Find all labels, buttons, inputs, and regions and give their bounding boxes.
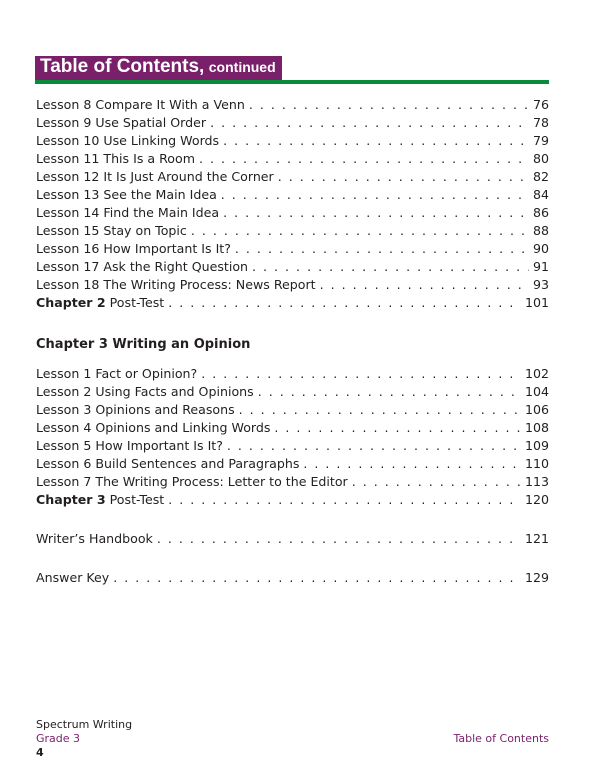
- toc-entry-page: 93: [532, 277, 549, 292]
- toc-entry-answer-key[interactable]: [36, 570, 549, 588]
- posttest-label: Post-Test: [105, 295, 165, 310]
- toc-entry-page: 120: [524, 492, 549, 507]
- page-title: [35, 56, 282, 80]
- title-main: Table of Contents,: [40, 56, 205, 77]
- toc-entry[interactable]: [36, 259, 549, 277]
- toc-entry-label: Lesson 18 The Writing Process: News Report: [36, 277, 316, 292]
- toc-entry-page: 108: [524, 420, 549, 435]
- posttest-label: Post-Test: [105, 492, 165, 507]
- toc-entry-page: 102: [524, 366, 549, 381]
- toc-entry-page: 90: [532, 241, 549, 256]
- toc-entry-page: 84: [532, 187, 549, 202]
- toc-entry[interactable]: [36, 97, 549, 115]
- dot-leader: [303, 456, 521, 471]
- toc-entry[interactable]: [36, 187, 549, 205]
- dot-leader: [258, 384, 521, 399]
- toc-entry-page: 104: [524, 384, 549, 399]
- toc-entry[interactable]: [36, 456, 549, 474]
- toc-entry-page: 121: [524, 531, 549, 546]
- footer-grade: Grade 3: [36, 732, 81, 745]
- chapter-label: Chapter 2: [36, 295, 106, 310]
- dot-leader: [210, 115, 529, 130]
- toc-entry-page: 113: [524, 474, 549, 489]
- title-rule: [35, 80, 549, 84]
- toc-entry-page: 129: [524, 570, 549, 585]
- title-banner: [35, 56, 282, 80]
- dot-leader: [168, 492, 521, 507]
- dot-leader: [157, 531, 521, 546]
- toc-entry-page: 80: [532, 151, 549, 166]
- dot-leader: [221, 187, 529, 202]
- toc-handbook: [36, 531, 549, 549]
- dot-leader: [199, 151, 529, 166]
- toc-entry-page: 86: [532, 205, 549, 220]
- toc-entry-page: 101: [524, 295, 549, 310]
- footer-brand: Spectrum Writing: [36, 718, 133, 731]
- chapter-label: Chapter 3: [36, 492, 106, 507]
- toc-entry-page: 78: [532, 115, 549, 130]
- toc-entry-page: 109: [524, 438, 549, 453]
- toc-entry-label: [36, 295, 164, 310]
- toc-entry-label: Lesson 5 How Important Is It?: [36, 438, 223, 453]
- dot-leader: [352, 474, 521, 489]
- toc-answer-key: [36, 570, 549, 588]
- title-continued: continued: [208, 59, 276, 75]
- toc-entry[interactable]: [36, 223, 549, 241]
- toc-entry-label: Lesson 1 Fact or Opinion?: [36, 366, 198, 381]
- toc-entry-label: Lesson 3 Opinions and Reasons: [36, 402, 235, 417]
- dot-leader: [249, 97, 529, 112]
- toc-entry[interactable]: [36, 169, 549, 187]
- toc-entry-label: Lesson 12 It Is Just Around the Corner: [36, 169, 274, 184]
- dot-leader: [223, 133, 529, 148]
- toc-entry-label: Lesson 17 Ask the Right Question: [36, 259, 249, 274]
- dot-leader: [227, 438, 521, 453]
- dot-leader: [239, 402, 521, 417]
- toc-entry-label: Lesson 14 Find the Main Idea: [36, 205, 220, 220]
- toc-entry-label: Lesson 4 Opinions and Linking Words: [36, 420, 271, 435]
- toc-entry-page: 110: [524, 456, 549, 471]
- toc-section-1: [36, 97, 549, 313]
- toc-entry-label: Writer’s Handbook: [36, 531, 153, 546]
- toc-entry[interactable]: [36, 384, 549, 402]
- toc-entry-label: Lesson 9 Use Spatial Order: [36, 115, 207, 130]
- toc-entry[interactable]: [36, 420, 549, 438]
- toc-entry-label: Lesson 7 The Writing Process: Letter to the Editor: [36, 474, 348, 489]
- toc-entry[interactable]: [36, 241, 549, 259]
- toc-entry-handbook[interactable]: [36, 531, 549, 549]
- dot-leader: [278, 169, 529, 184]
- toc-entry[interactable]: [36, 474, 549, 492]
- chapter-3-heading: Chapter 3 Writing an Opinion: [36, 337, 251, 352]
- toc-entry[interactable]: [36, 205, 549, 223]
- toc-entry[interactable]: [36, 115, 549, 133]
- toc-entry-label: Lesson 2 Using Facts and Opinions: [36, 384, 254, 399]
- toc-entry-page: 106: [524, 402, 549, 417]
- toc-entry-label: Lesson 8 Compare It With a Venn: [36, 97, 245, 112]
- toc-entry[interactable]: [36, 277, 549, 295]
- toc-entry[interactable]: [36, 402, 549, 420]
- toc-entry-page: 88: [532, 223, 549, 238]
- dot-leader: [223, 205, 529, 220]
- toc-entry-page: 76: [532, 97, 549, 112]
- toc-entry-label: Lesson 10 Use Linking Words: [36, 133, 220, 148]
- dot-leader: [235, 241, 529, 256]
- dot-leader: [320, 277, 529, 292]
- toc-entry[interactable]: [36, 151, 549, 169]
- dot-leader: [113, 570, 521, 585]
- dot-leader: [274, 420, 521, 435]
- toc-section-2: [36, 366, 549, 510]
- toc-entry-page: 79: [532, 133, 549, 148]
- footer-section: Table of Contents: [453, 732, 549, 745]
- toc-entry-label: Lesson 11 This Is a Room: [36, 151, 195, 166]
- toc-entry-label: Lesson 15 Stay on Topic: [36, 223, 187, 238]
- toc-entry-label: Lesson 6 Build Sentences and Paragraphs: [36, 456, 300, 471]
- toc-entry-label: Lesson 16 How Important Is It?: [36, 241, 231, 256]
- dot-leader: [252, 259, 529, 274]
- toc-entry[interactable]: [36, 438, 549, 456]
- dot-leader: [168, 295, 521, 310]
- toc-entry-chapter2-posttest[interactable]: [36, 295, 549, 313]
- footer-page-number: 4: [36, 746, 44, 759]
- dot-leader: [191, 223, 529, 238]
- toc-entry[interactable]: [36, 366, 549, 384]
- toc-entry-chapter3-posttest[interactable]: [36, 492, 549, 510]
- toc-entry-label: Answer Key: [36, 570, 110, 585]
- toc-entry-label: Lesson 13 See the Main Idea: [36, 187, 217, 202]
- toc-entry-page: 82: [532, 169, 549, 184]
- toc-entry-page: 91: [532, 259, 549, 274]
- dot-leader: [201, 366, 521, 381]
- toc-entry[interactable]: [36, 133, 549, 151]
- toc-entry-label: [36, 492, 164, 507]
